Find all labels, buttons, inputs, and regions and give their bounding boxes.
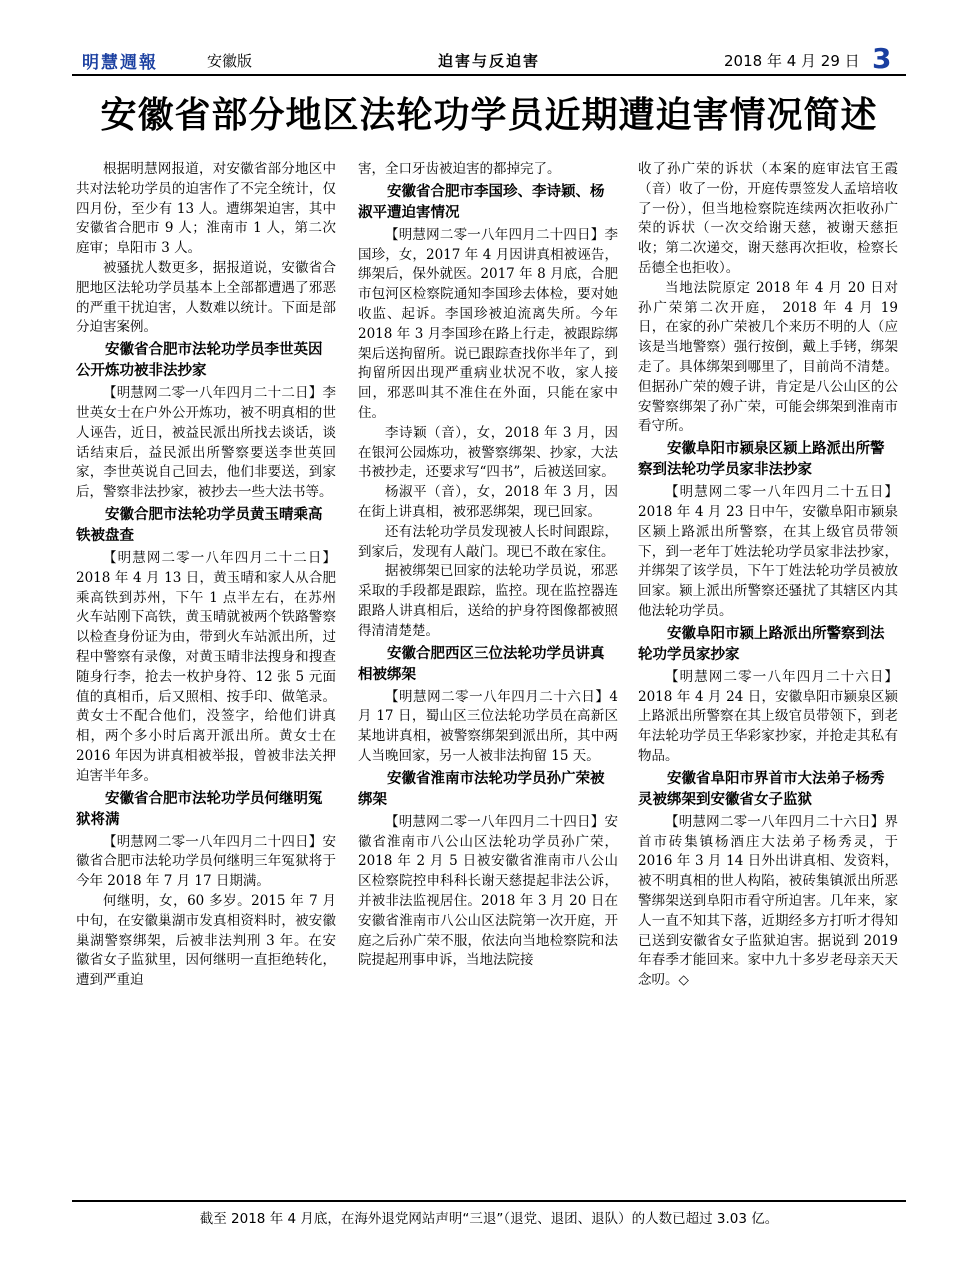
masthead <box>72 44 906 74</box>
article-column-3 <box>638 160 898 1190</box>
paragraph: 当地法院原定 2018 年 4 月 20 日对孙广荣第二次开庭， 2018 年 4 月 19 日，在家的孙广荣被几个来历不明的人（应该是当地警察）强行按倒，戴上手铐，绑架走了。具体绑架到哪里了，目前尚不清楚。但据孙广荣的嫂子讲，肯定是八公山区的公安警察绑架了孙广荣，可能会绑架到淮南市看守所。 <box>638 279 898 435</box>
subheading: 安徽合肥市法轮功学员黄玉晴乘高铁被盘查 <box>76 506 323 544</box>
subheading: 安徽阜阳市颍上路派出所警察到法轮功学员家抄家 <box>638 625 885 663</box>
subheading: 安徽合肥西区三位法轮功学员讲真相被绑架 <box>358 645 605 683</box>
article-title: 安徽省部分地区法轮功学员近期遭迫害情况简述 <box>100 95 878 136</box>
subheading: 安徽省合肥市法轮功学员李世英因公开炼功被非法抄家 <box>76 342 323 380</box>
paragraph: 【明慧网二零一八年四月二十四日】李国珍，女，2017 年 4 月因讲真相被诬告，绑架后，保外就医。2017 年 8 月底，合肥市包河区检察院通知李国珍去体检，要对她收监、起诉。李国珍被迫流离失所。今年 2018 年 3 月李国珍在路上行走，被跟踪绑架后送拘留所。说已跟踪查找你半年了，到拘留所因出现严重病业状况不收，家人接回，邪恶叫其不准住在外面，只能在家中住。 <box>358 226 618 421</box>
subheading: 安徽省合肥市李国珍、李诗颖、杨淑平遭迫害情况 <box>358 183 605 221</box>
article-column-1 <box>76 160 336 1190</box>
subheading: 安徽省合肥市法轮功学员何继明冤狱将满 <box>76 790 323 828</box>
paragraph-continued: 害，全口牙齿被迫害的都掉完了。 <box>358 161 561 177</box>
paragraph: 据被绑架已回家的法轮功学员说，邪恶采取的手段都是跟踪，监控。现在监控器连跟路人讲真相后，送给的护身符图像都被照得清清楚楚。 <box>358 563 618 639</box>
paragraph: 李诗颖（音），女，2018 年 3 月，因在银河公园炼功，被警察绑架、抄家，大法书被抄走，还要求写“四书”，后被送回家。 <box>358 424 618 481</box>
paragraph: 【明慧网二零一八年四月二十六日】4 月 17 日，蜀山区三位法轮功学员在高新区某地讲真相，被警察绑架到派出所，其中两人当晚回家，另一人被非法拘留 15 天。 <box>358 688 618 764</box>
paragraph: 杨淑平（音），女，2018 年 3 月，因在街上讲真相，被邪恶绑架，现已回家。 <box>358 484 618 520</box>
footer-note: 截至 2018 年 4 月底，在海外退党网站声明“三退”（退党、退团、退队）的人数已超过 3.03 亿。 <box>199 1211 779 1227</box>
paragraph: 【明慧网二零一八年四月二十五日】2018 年 4 月 23 日中午，安徽阜阳市颍泉区颍上路派出所警察，在其上级官员带领下，到一老年丁姓法轮功学员家非法抄家，并绑架了该学员，下午丁姓法轮功学员被放回家。颍上派出所警察还骚扰了其辖区内其他法轮功学员。 <box>638 484 898 619</box>
paragraph: 【明慧网二零一八年四月二十四日】安徽省合肥市法轮功学员何继明三年冤狱将于今年 2018 年 7 月 17 日期满。 <box>76 833 336 890</box>
paragraph-continued: 收了孙广荣的诉状（本案的庭审法官王霞（音）收了一份，开庭传票签发人孟培培收了一份），但当地检察院连续两次拒收孙广荣的诉状（一次交给谢天慈，被谢天慈拒收；第二次递交，谢天慈再次拒收，检察长岳德全也拒收）。 <box>638 161 898 276</box>
page-number: 3 <box>872 42 892 75</box>
subheading: 安徽省阜阳市界首市大法弟子杨秀灵被绑架到安徽省女子监狱 <box>638 770 885 808</box>
header-rule <box>72 74 906 76</box>
paragraph: 何继明，女，60 多岁。2015 年 7 月中旬，在安徽巢湖市发真相资料时，被安徽巢湖警察绑架，后被非法判刑 3 年。在安徽省女子监狱里，因何继明一直拒绝转化，遭到严重迫 <box>76 892 336 989</box>
paragraph: 被骚扰人数更多，据报道说，安徽省合肥地区法轮功学员基本上全部都遭遇了邪恶的严重干扰迫害，人数难以统计。下面是部分迫害案例。 <box>76 259 336 336</box>
edition-label: 安徽版 <box>207 52 253 70</box>
paragraph: 【明慧网二零一八年四月二十二日】2018 年 4 月 13 日，黄玉晴和家人从合肥乘高铁到苏州，下午 1 点半左右，在苏州火车站刚下高铁，黄玉晴就被两个铁路警察以检查身份证为由，带到火车站派出所，过程中警察有录像，对黄玉晴非法搜身和搜查随身行李，抢去一枚护身符、12 张 5 元面值的真相币，后又照相、按手印、做笔录。黄女士不配合他们，没签字，给他们讲真相，两个多小时后离开派出所。黄女士在 2016 年因为讲真相被举报，曾被非法关押迫害半年多。 <box>76 549 336 784</box>
paragraph: 根据明慧网报道，对安徽省部分地区中共对法轮功学员的迫害作了不完全统计，仅四月份，至少有 13 人。遭绑架迫害，其中安徽省合肥市 9 人；淮南市 1 人，第二次庭审；阜阳市 3 人。 <box>76 161 336 257</box>
subheading: 安徽阜阳市颍泉区颍上路派出所警察到法轮功学员家非法抄家 <box>638 441 885 479</box>
paragraph: 【明慧网二零一八年四月二十四日】安徽省淮南市八公山区法轮功学员孙广荣，2018 年 2 月 5 日被安徽省淮南市八公山区检察院控申科科长谢天慈提起非法公诉，并被非法监视居住。2018 年 3 月 20 日在安徽省淮南市八公山区法院第一次开庭，开庭之后孙广荣不服，依法向当地检察院和法院提起刑事申诉，当地法院接 <box>358 813 618 969</box>
paragraph: 还有法轮功学员发现被人长时间跟踪，到家后，发现有人敲门。现已不敢在家住。 <box>358 523 618 560</box>
article-column-2 <box>358 160 618 1190</box>
issue-date: 2018 年 4 月 29 日 <box>724 52 860 70</box>
section-label: 迫害与反迫害 <box>438 52 541 70</box>
paragraph: 【明慧网二零一八年四月二十六日】界首市砖集镇杨酒庄大法弟子杨秀灵，于 2016 年 3 月 14 日外出讲真相、发资料，被不明真相的世人构陷，被砖集镇派出所恶警绑架送到阜阳市看守所迫害。几年来，家人一直不知其下落，近期经多方打听才得知已送到安徽省女子监狱迫害。据说到 2019 年春季才能回来。家中九十多岁老母亲天天念叨。◇ <box>638 813 898 989</box>
paragraph: 【明慧网二零一八年四月二十六日】2018 年 4 月 24 日，安徽阜阳市颍泉区颍上路派出所警察在其上级官员带领下，到老年法轮功学员王华彩家抄家，并抢走其私有物品。 <box>638 668 898 764</box>
newspaper-brand: 明慧週報 <box>82 53 158 73</box>
paragraph: 【明慧网二零一八年四月二十二日】李世英女士在户外公开炼功，被不明真相的世人诬告，近日，被益民派出所找去谈话，谈话结束后，益民派出所警察要送李世英回家，李世英说自己回去，他们非要送，到家后，警察非法抄家，被抄去一些大法书等。 <box>76 385 336 501</box>
subheading: 安徽省淮南市法轮功学员孙广荣被绑架 <box>358 770 605 808</box>
footer-rule <box>72 1200 906 1202</box>
